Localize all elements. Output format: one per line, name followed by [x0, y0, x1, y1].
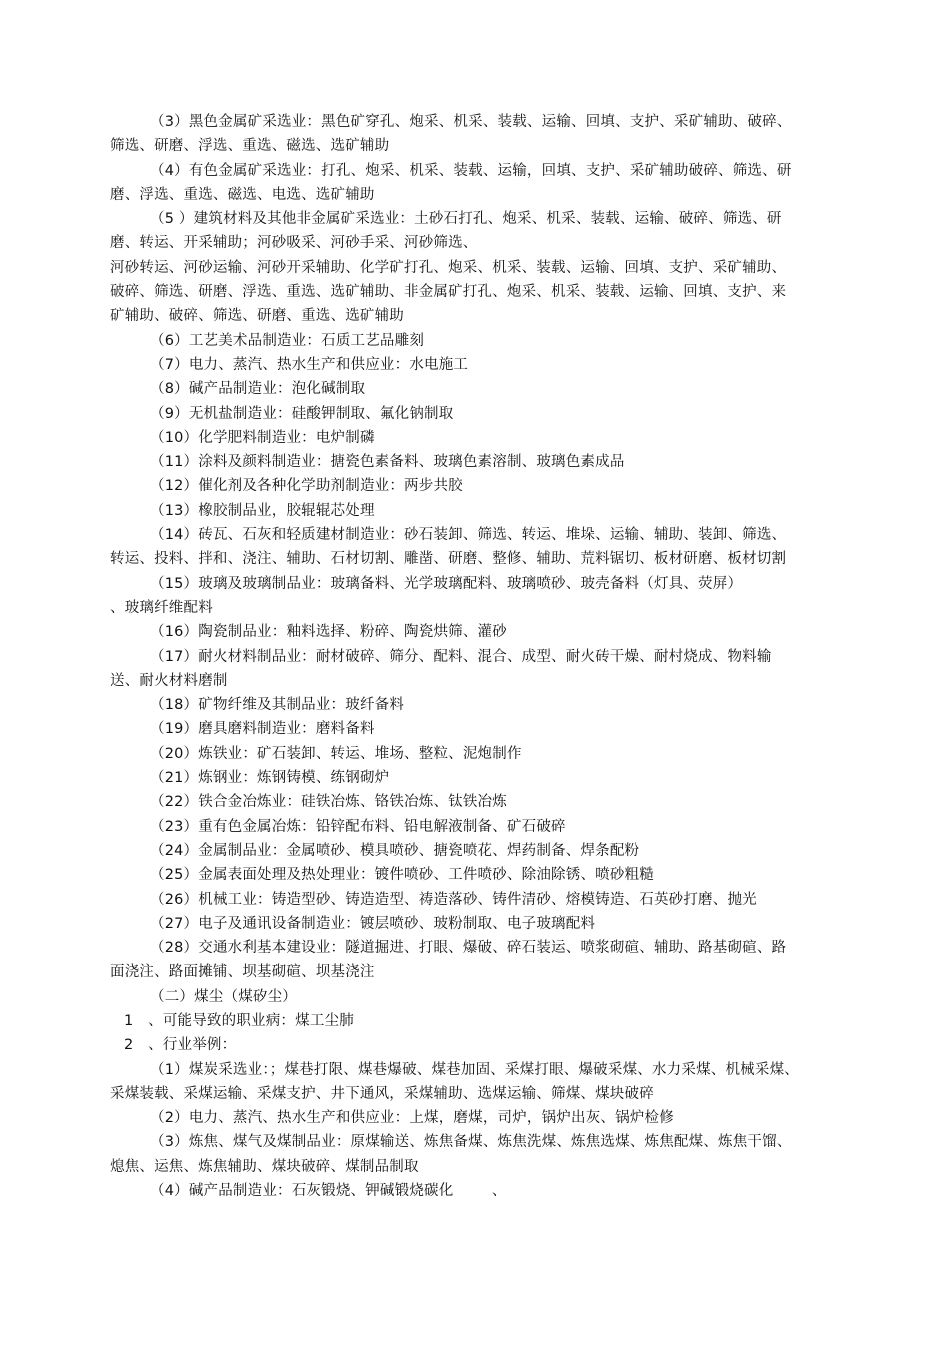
paragraph: （3）黑色金属矿采选业：黑色矿穿孔、炮采、机采、装载、运输、回填、支护、采矿辅助、破碎、筛选、研磨、浮选、重选、磁选、选矿辅助: [110, 114, 792, 155]
paragraph: （14）砖瓦、石灰和轻质建材制造业：砂石装卸、筛选、转运、堆垛、运输、辅助、装卸、筛选、转运、投料、拌和、浇注、辅助、石材切割、雕凿、研磨、整修、辅助、荒料锯切、板材研磨、板材切割: [110, 527, 787, 568]
paragraph: （2）电力、蒸汽、热水生产和供应业：上煤，磨煤，司炉，锅炉出灰、锅炉检修: [150, 1110, 674, 1127]
paragraph: （6）工艺美术品制造业：石质工艺品雕刻: [150, 332, 425, 349]
paragraph: （17）耐火材料制品业：耐材破碎、筛分、配料、混合、成型、耐火砖干燥、耐村烧成、物料输送、耐火材料磨制: [110, 648, 772, 689]
paragraph: （19）磨具磨料制造业：磨料备料: [150, 721, 375, 738]
paragraph: （11）涂料及颜料制造业：搪瓷色素备料、玻璃色素溶制、玻璃色素成品: [150, 454, 625, 471]
numbered-item: 1 、可能导致的职业病：煤工尘肺: [124, 1012, 354, 1029]
paragraph: （28）交通水利基本建设业：隧道掘进、打眼、爆破、碎石装运、喷浆砌碹、辅助、路基砌碹、路面浇注、路面摊铺、坝基砌碹、坝基浇注: [110, 940, 787, 981]
paragraph: （10）化学肥料制造业：电炉制磷: [150, 429, 375, 446]
paragraph: （16）陶瓷制品业：釉料选择、粉碎、陶瓷烘筛、灌砂: [150, 624, 507, 641]
paragraph: （24）金属制品业：金属喷砂、模具喷砂、搪瓷喷花、焊药制备、焊条配粉: [150, 842, 640, 859]
paragraph: （20）炼铁业：矿石装卸、转运、堆场、整粒、泥炮制作: [150, 745, 522, 762]
section-heading: （二）煤尘（煤矽尘）: [150, 988, 297, 1005]
paragraph: （22）铁合金冶炼业：硅铁冶炼、铬铁冶炼、钛铁冶炼: [150, 794, 507, 811]
paragraph: （23）重有色金属冶炼：铅锌配布料、铅电解液制备、矿石破碎: [150, 818, 566, 835]
paragraph: （26）机械工业：铸造型砂、铸造造型、祷造落砂、铸件清砂、熔模铸造、石英砂打磨、抛光: [150, 891, 757, 908]
paragraph: （1）煤炭采选业：；煤巷打限、煤巷爆破、煤巷加固、采煤打眼、爆破采煤、水力采煤、机械采煤、采煤装载、采煤运输、采煤支护、井下通风，采煤辅助、选煤运输、筛煤、煤块破碎: [110, 1061, 799, 1102]
paragraph: （4）有色金属矿采选业：打孔、炮采、机采、装载、运输，回填、支护、采矿辅助破碎、筛选、研磨、浮选、重选、磁选、电选、选矿辅助: [110, 162, 792, 203]
paragraph: 河砂转运、河砂运输、河砂开采辅助、化学矿打孔、炮采、机采、装载、运输、回填、支护、采矿辅助、破碎、筛选、研磨、浮选、重选、选矿辅助、非金属矿打孔、炮采、机采、装载、运输、回填、支护、来矿辅助、破碎、筛选、研磨、重选、选矿辅助: [110, 259, 787, 325]
paragraph: （7）电力、蒸汽、热水生产和供应业：水电施工: [150, 356, 469, 373]
paragraph: （3）炼焦、煤气及煤制品业：原煤输送、炼焦备煤、炼焦洗煤、炼焦选煤、炼焦配煤、炼焦干馏、熄焦、运焦、炼焦辅助、煤块破碎、煤制品制取: [110, 1134, 792, 1175]
paragraph: （27）电子及通讯设备制造业：镀层喷砂、玻粉制取、电子玻璃配料: [150, 915, 596, 932]
paragraph: （18）矿物纤维及其制品业：玻纤备料: [150, 697, 405, 714]
numbered-item: 2 、行业举例：: [124, 1037, 237, 1054]
paragraph: （21）炼钢业：炼钢铸模、练钢砌炉: [150, 770, 390, 787]
paragraph: （8）碱产品制造业：泡化碱制取: [150, 381, 366, 398]
document-body: [110, 110, 800, 1203]
paragraph: （25）金属表面处理及热处理业：镀件喷砂、工件喷砂、除油除锈、喷砂粗糙: [150, 867, 654, 884]
paragraph: （12）催化剂及各种化学助剂制造业：两步共胶: [150, 478, 463, 495]
paragraph: （4）碱产品制造业：石灰锻烧、钾碱锻烧碳化 、: [150, 1183, 507, 1200]
paragraph: （15）玻璃及玻璃制品业：玻璃备料、光学玻璃配料、玻璃喷砂、玻壳备料（灯具、荧屏） 、玻璃纤维配料: [110, 575, 796, 616]
paragraph: （9）无机盐制造业：硅酸钾制取、氟化钠制取: [150, 405, 454, 422]
paragraph: （13）橡胶制品业，胶辊辊芯处理: [150, 502, 375, 519]
paragraph: （5 ）建筑材料及其他非金属矿采选业：土砂石打孔、炮采、机采、装载、运输、破碎、筛选、研磨、转运、开采辅助；河砂吸采、河砂手采、河砂筛选、: [110, 211, 782, 252]
